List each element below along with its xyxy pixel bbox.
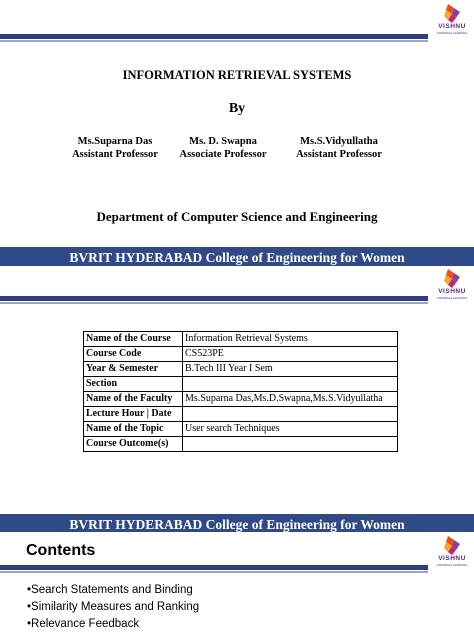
contents-title: Contents [26,542,96,559]
table-value [183,407,398,422]
logo-tagline: UNIVERSAL LEARNING [436,31,468,35]
author-name: Ms. D. Swapna [189,136,257,147]
vishnu-logo-icon [434,267,470,289]
presentation-title: INFORMATION RETRIEVAL SYSTEMS [122,68,352,82]
author-role: Assistant Professor [296,149,382,160]
by-label: By [228,101,246,116]
author-3 [284,135,394,161]
department-name: Department of Computer Science and Engineering [96,209,378,224]
header-bar-thin [0,40,428,42]
logo-tagline: UNIVERSAL LEARNING [436,563,468,567]
table-value [183,377,398,392]
logo-wordmark: VISHNU [438,555,466,562]
vishnu-logo-icon [434,534,470,556]
vishnu-logo [434,534,470,568]
table-value: B.Tech III Year I Sem [183,362,398,377]
table-row [84,422,398,437]
title-slide [0,0,474,266]
table-value: Information Retrieval Systems [183,332,398,347]
course-info-slide [0,266,474,532]
author-role: Associate Professor [179,149,267,160]
vishnu-logo [434,2,470,36]
table-row [84,362,398,377]
author-1 [60,135,170,161]
author-2 [168,135,278,161]
header-bar-thin [0,302,428,304]
table-label: Name of the Topic [84,422,183,437]
list-item: •Relevance Feedback [27,618,140,630]
table-value: CS523PE [183,347,398,362]
table-label: Name of the Faculty [84,392,183,407]
contents-list [27,582,199,632]
table-label: Course Outcome(s) [84,437,183,452]
vishnu-logo [434,267,470,301]
table-row [84,332,398,347]
header-bar-thin [0,571,428,573]
header-bar [0,34,428,39]
author-name: Ms.S.Vidyullatha [300,136,378,147]
logo-wordmark: VISHNU [438,23,466,30]
logo-tagline: UNIVERSAL LEARNING [436,296,468,300]
table-value: User search Techniques [183,422,398,437]
author-name: Ms.Suparna Das [77,136,153,147]
header-bar [0,296,428,301]
college-footer: BVRIT HYDERABAD College of Engineering for Women [0,247,474,266]
list-item: •Search Statements and Binding [27,584,193,596]
table-label: Section [84,377,183,392]
table-label: Year & Semester [84,362,183,377]
contents-slide [0,532,474,632]
table-label: Name of the Course [84,332,183,347]
table-row [84,437,398,452]
college-footer: BVRIT HYDERABAD College of Engineering for Women [0,514,474,532]
table-row [84,377,398,392]
table-row [84,407,398,422]
header-bar [0,565,428,570]
author-role: Assistant Professor [72,149,158,160]
logo-wordmark: VISHNU [438,288,466,295]
vishnu-logo-icon [434,2,470,24]
table-label: Lecture Hour | Date [84,407,183,422]
table-value: Ms.Suparna Das,Ms.D.Swapna,Ms.S.Vidyullatha [183,392,398,407]
table-row [84,347,398,362]
list-item: •Similarity Measures and Ranking [27,601,200,613]
table-value [183,437,398,452]
course-info-table [83,331,398,452]
table-row [84,392,398,407]
table-label: Course Code [84,347,183,362]
